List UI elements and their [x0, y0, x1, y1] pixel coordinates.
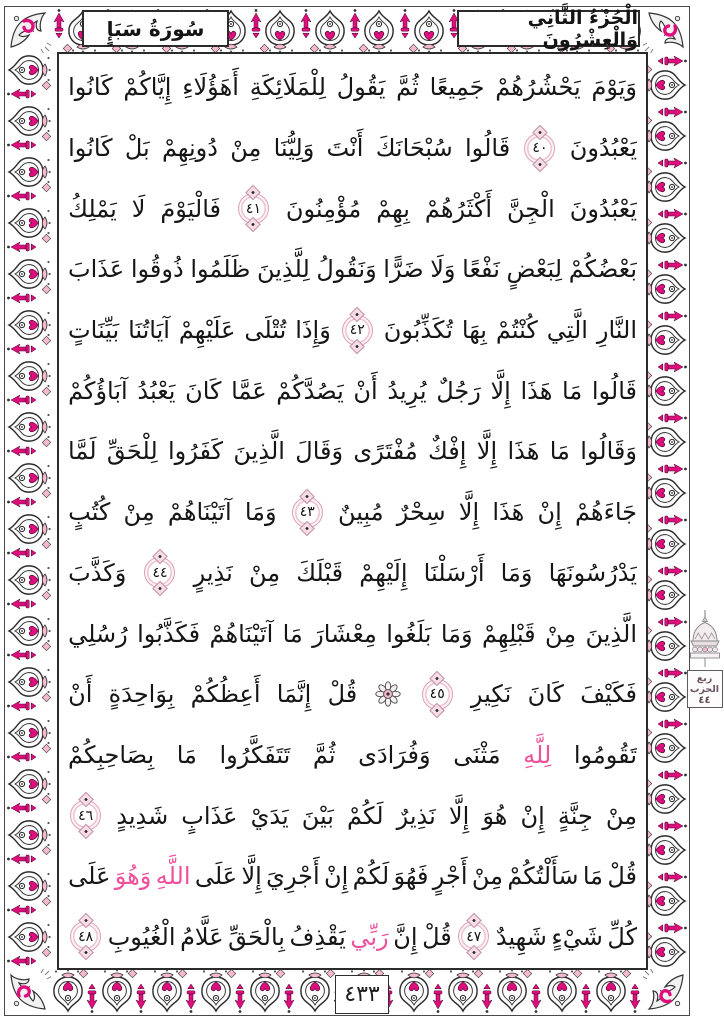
corner-flourish-icon: [643, 969, 689, 1015]
quran-word: يَصُدَّكُمْ: [276, 376, 344, 405]
quran-word: الَّذِينَ: [585, 619, 637, 648]
quran-word: عَذَابَ: [68, 255, 125, 284]
quran-word: ثُمَّ: [396, 73, 419, 102]
quran-word: إِنَّمَا: [276, 680, 312, 709]
quran-word: يَدْرُسُونَهَا: [548, 558, 637, 587]
quran-word: عَلَيْهِمْ: [178, 316, 236, 345]
quran-word: إِلَّا: [458, 498, 480, 527]
quran-line: [68, 360, 637, 421]
quran-word: عَذَابٍ: [181, 801, 238, 830]
border-motif: [5, 563, 51, 612]
ayah-number: ٤١: [245, 200, 261, 217]
border-motif: [347, 7, 396, 53]
quran-word: أَجْرِيَ: [266, 862, 320, 891]
quran-word: نَذِيرٍ: [193, 558, 233, 587]
quran-word: يَدَيْ: [250, 801, 289, 830]
border-motif: [643, 869, 689, 918]
ayah-end-rosette: [342, 315, 373, 346]
quran-word: عَلَّامُ: [180, 922, 224, 951]
quran-line: [68, 907, 637, 968]
border-motif: [643, 155, 689, 204]
quran-word: وَفُرَادَى: [358, 740, 431, 769]
quran-word: كُلِّ: [607, 922, 637, 951]
quran-word: أَكْثَرُهُمْ: [424, 194, 493, 223]
corner-ornament-top-left: [5, 7, 51, 53]
quran-word-highlighted: رَبِّي: [350, 922, 389, 951]
border-motif: [5, 665, 51, 714]
quran-word: وَقَالُوا: [580, 437, 637, 466]
quran-word: يَقُولُ: [336, 73, 386, 102]
quran-word: هُوَ: [482, 801, 508, 830]
quran-word: لَكُمْ: [346, 801, 384, 830]
border-motif: [100, 969, 149, 1015]
quran-word: جَمِيعًا: [429, 73, 485, 102]
quran-word: الْغُيُوبِ: [107, 922, 176, 951]
ayah-end-rosette: [458, 921, 489, 952]
surah-title-box: [82, 10, 229, 47]
quran-word: بِصَاحِبِكُمْ: [68, 740, 155, 769]
quran-word-highlighted: اللَّهِ: [155, 862, 191, 891]
quran-word: ظَلَمُوا: [190, 255, 251, 284]
border-motif: [643, 767, 689, 816]
quran-word: مِنْ: [230, 134, 262, 163]
quran-word: لِلَّذِينَ: [256, 255, 310, 284]
border-motif: [643, 104, 689, 153]
quran-word: مَا: [582, 862, 604, 891]
quran-line: [68, 543, 637, 604]
quran-word: شَهِيدٌ: [495, 922, 547, 951]
border-motif: [643, 206, 689, 255]
quran-word: أَنْ: [68, 680, 93, 709]
ayah-number: ٤٨: [78, 928, 94, 945]
quran-word: إِنَّ: [393, 922, 418, 951]
quran-word: وَقَالَ: [295, 437, 344, 466]
quran-line: [68, 482, 637, 543]
quran-word: إِلَّا: [476, 437, 498, 466]
quran-word: قَالُوا: [465, 134, 511, 163]
border-motif: [5, 869, 51, 918]
quran-word: آبَاؤُكُمْ: [68, 376, 128, 405]
ayah-number: ٤٥: [429, 686, 445, 703]
corner-ornament-bottom-left: [5, 969, 51, 1015]
quran-word: تُكَذِّبُونَ: [383, 316, 453, 345]
border-motif: [643, 818, 689, 867]
border-motif: [397, 969, 446, 1015]
quran-word: مِنْ: [471, 862, 503, 891]
quran-word: ذُوقُوا: [130, 255, 184, 284]
corner-flourish-icon: [643, 7, 689, 53]
border-motif: [5, 308, 51, 357]
quran-line: [68, 846, 637, 907]
border-motif: [5, 53, 51, 102]
quran-word: يَحْشُرُهُمْ: [495, 73, 581, 102]
quran-word: كُتُبٍ: [68, 498, 111, 527]
quran-word: رُسُلِي: [68, 619, 128, 648]
border-motif: [643, 359, 689, 408]
ayah-number: ٤٢: [349, 322, 365, 339]
quran-word: شَدِيدٍ: [116, 801, 169, 830]
quran-line: [68, 421, 637, 482]
border-motif: [643, 716, 689, 765]
quran-word: الَّتِي: [546, 316, 588, 345]
quran-word: وَمَا: [500, 558, 533, 587]
quran-word: وَلَا: [430, 255, 456, 284]
quran-word: قُلْ: [327, 680, 358, 709]
quran-word: إِنْ: [520, 801, 545, 830]
quran-word: عَمَّا: [231, 376, 267, 405]
quran-word: قَالُوا: [591, 376, 637, 405]
quran-word: كَانَ: [185, 376, 222, 405]
quran-word: كَانَ: [527, 680, 564, 709]
border-motif: [643, 563, 689, 612]
hizb-star-icon: [375, 681, 401, 707]
ayah-number: ٤٦: [78, 807, 94, 824]
quran-word: وَمَا: [440, 619, 473, 648]
border-motif: [5, 257, 51, 306]
quran-word: وَإِذَا: [295, 316, 331, 345]
quran-word: بَلْ: [124, 134, 150, 163]
quran-word: أَنْتَ: [326, 134, 364, 163]
quran-word: وَكَذَّبَ: [68, 558, 127, 587]
quran-line: [68, 664, 637, 725]
quran-word: الَّذِينَ: [233, 437, 285, 466]
border-motif: [643, 512, 689, 561]
border-motif: [495, 969, 544, 1015]
border-motif: [643, 920, 689, 969]
corner-flourish-icon: [5, 7, 51, 53]
text-frame: [57, 52, 648, 970]
ayah-end-rosette: [144, 557, 175, 588]
quran-word: وَيَوْمَ: [591, 73, 637, 102]
quran-word: بِالْحَقِّ: [228, 922, 285, 951]
quran-word: لَمَّا: [68, 437, 97, 466]
border-motif: [643, 257, 689, 306]
corner-flourish-icon: [5, 969, 51, 1015]
quran-word: يَقْذِفُ: [289, 922, 346, 951]
border-motif: [446, 969, 495, 1015]
quran-word: تَتَفَكَّرُوا: [219, 740, 291, 769]
quran-line: [68, 57, 637, 118]
quran-word: وَمَا: [244, 498, 277, 527]
border-motif: [248, 969, 297, 1015]
quran-line: [68, 725, 637, 786]
page-number-box: [335, 975, 389, 1014]
border-motif: [5, 104, 51, 153]
ayah-end-rosette: [70, 921, 101, 952]
quran-word: بَيِّنَاتٍ: [68, 316, 120, 345]
ayah-end-rosette: [524, 133, 555, 164]
border-motif: [5, 359, 51, 408]
border-motif: [5, 155, 51, 204]
border-right-strip: [643, 53, 689, 969]
surah-title-label: سُورَةُ سَبَإٍ: [106, 16, 205, 41]
quran-word: مَا: [282, 619, 303, 648]
quran-word: مَا: [176, 740, 197, 769]
border-motif: [150, 969, 199, 1015]
quran-word: نَفْعًا: [462, 255, 500, 284]
ayah-end-rosette: [422, 679, 453, 710]
quran-word: تُتْلَى: [244, 316, 287, 345]
border-motif: [298, 7, 347, 53]
quran-word: فَكَذَّبُوا: [137, 619, 201, 648]
quran-word-highlighted: لِلَّهِ: [523, 740, 552, 769]
quran-word: بَعْضُكُمْ: [568, 255, 637, 284]
quran-word: هَذَا: [492, 498, 525, 527]
border-motif: [5, 716, 51, 765]
border-motif: [643, 53, 689, 102]
quran-line: [68, 118, 637, 179]
quran-word: مِنْ: [545, 619, 577, 648]
corner-ornament-bottom-right: [643, 969, 689, 1015]
juz-title-box: [457, 6, 640, 51]
quran-word: قَبْلِهِمْ: [481, 619, 536, 648]
quran-word: شَيْءٍ: [551, 922, 603, 951]
border-motif: [643, 410, 689, 459]
ayah-number: ٤٤: [152, 564, 168, 581]
quran-word: يَعْبُدُونَ: [569, 194, 637, 223]
quran-word: النَّارِ: [596, 316, 637, 345]
border-motif: [51, 969, 100, 1015]
quran-word: لِلْمَلَائِكَةِ: [249, 73, 326, 102]
quran-word: كُنْتُمْ: [495, 316, 538, 345]
quran-word: إِلَيْهِمْ: [359, 558, 408, 587]
quran-word: يَعْبُدُ: [137, 376, 176, 405]
border-motif: [594, 969, 643, 1015]
quran-word: الْجِنَّ: [507, 194, 555, 223]
quran-word: قُلْ: [422, 922, 452, 951]
quran-word: أَجْرٍ: [432, 862, 468, 891]
quran-word: مَا: [562, 376, 583, 405]
border-motif: [643, 665, 689, 714]
quran-word: سَأَلْتُكُمْ: [507, 862, 579, 891]
quran-word: جِنَّةٍ: [557, 801, 593, 830]
border-motif: [199, 969, 248, 1015]
quran-word: هَذَا: [507, 437, 540, 466]
quran-word: قَبْلَكَ: [296, 558, 344, 587]
quran-word: آيَاتُنَا: [128, 316, 170, 345]
quran-word: وَنَقُولُ: [316, 255, 377, 284]
quran-word: قُلْ: [607, 862, 637, 891]
quran-word: مِنْ: [248, 558, 281, 587]
quran-word: بِهِمْ: [376, 194, 410, 223]
quran-word: إِنْ: [324, 862, 349, 891]
quran-word: كَفَرُوا: [167, 437, 224, 466]
rub-hizb-marker: [686, 610, 723, 708]
border-motif: [5, 410, 51, 459]
corner-ornament-top-right: [643, 7, 689, 53]
quran-word: فَالْيَوْمَ: [160, 194, 221, 223]
quran-word: ثُمَّ: [312, 740, 336, 769]
quran-word: آتَيْنَاهُمْ: [209, 619, 274, 648]
rub-hizb-label-2: الحزب: [689, 684, 720, 695]
quran-word: بِهَا: [461, 316, 487, 345]
minaret-dome-icon: [688, 610, 722, 672]
quran-word: دُونِهِمْ: [161, 134, 218, 163]
quran-word: مِنْ: [605, 801, 637, 830]
border-motif: [545, 969, 594, 1015]
quran-line: [68, 785, 637, 846]
page-number-label: ٤٣٣: [344, 982, 380, 1007]
quran-word: آتَيْنَاهُمْ: [167, 498, 232, 527]
border-motif: [5, 614, 51, 663]
quran-word: تَقُومُوا: [573, 740, 637, 769]
border-motif: [643, 308, 689, 357]
quran-line: [68, 239, 637, 300]
quran-word: مُبِينٌ: [337, 498, 384, 527]
quran-word: لَكُمْ: [352, 862, 390, 891]
quran-word: مَا: [549, 437, 570, 466]
ayah-number: ٤٠: [532, 140, 548, 157]
border-left-strip: [5, 53, 51, 969]
quran-word: جَاءَهُمْ: [574, 498, 637, 527]
quran-word: إِيَّاكُمْ: [123, 73, 172, 102]
quran-word: عَلَى: [194, 862, 238, 891]
quran-word: هَذَا: [520, 376, 553, 405]
border-motif: [5, 767, 51, 816]
border-motif: [248, 7, 297, 53]
ayah-end-rosette: [238, 193, 269, 224]
quran-word: عَلَى: [68, 862, 111, 891]
quran-word: أَعِظُكُمْ: [190, 680, 261, 709]
ayah-end-rosette: [292, 497, 323, 528]
quran-word: أَنْ: [353, 376, 378, 405]
juz-title-label: الْجُزْءُ الثَّانِي وَالْعِشْرُونَ: [527, 6, 638, 51]
quran-word: لِبَعْضٍ: [506, 255, 563, 284]
quran-text: [68, 57, 637, 965]
quran-word: يَعْبُدُونَ: [569, 134, 637, 163]
border-motif: [643, 614, 689, 663]
quran-word: نَكِيرِ: [470, 680, 512, 709]
quran-word: يَمْلِكُ: [68, 194, 117, 223]
border-motif: [397, 7, 446, 53]
quran-word-highlighted: وَهُوَ: [114, 862, 152, 891]
quran-word: نَذِيرٌ: [396, 801, 436, 830]
quran-word: كَانُوا: [68, 134, 113, 163]
quran-word: سُبْحَانَكَ: [375, 134, 453, 163]
quran-word: مَثْنَى: [453, 740, 501, 769]
quran-word: رَجُلٌ: [436, 376, 481, 405]
quran-word: يُرِيدُ: [387, 376, 427, 405]
ayah-number: ٤٧: [466, 928, 482, 945]
quran-word: مُفْتَرًى: [353, 437, 418, 466]
quran-word: أَهَؤُلَاءِ: [182, 73, 239, 102]
quran-word: إِلَّا: [490, 376, 511, 405]
quran-word: أَرْسَلْنَا: [423, 558, 485, 587]
border-motif: [5, 818, 51, 867]
quran-word: مِعْشَارَ: [312, 619, 377, 648]
border-motif: [5, 512, 51, 561]
quran-word: لِلْحَقِّ: [106, 437, 158, 466]
ayah-number: ٤٣: [299, 504, 315, 521]
border-motif: [5, 206, 51, 255]
quran-word: بَلَغُوا: [386, 619, 432, 648]
rub-hizb-box: [687, 670, 723, 708]
quran-word: وَلِيُّنَا: [273, 134, 315, 163]
quran-word: مُؤْمِنُونَ: [285, 194, 362, 223]
quran-word: بِوَاحِدَةٍ: [108, 680, 175, 709]
quran-word: بَيْنَ: [301, 801, 334, 830]
quran-word: إِلَّا: [448, 801, 470, 830]
ayah-end-rosette: [70, 800, 101, 831]
quran-word: إِلَّا: [241, 862, 262, 891]
quran-word: ضَرًّا: [383, 255, 424, 284]
quran-line: [68, 300, 637, 361]
quran-line: [68, 603, 637, 664]
border-motif: [5, 920, 51, 969]
border-motif: [5, 461, 51, 510]
quran-word: فَهُوَ: [393, 862, 429, 891]
rub-hizb-label-1: ربع: [696, 673, 713, 684]
rub-hizb-number: ٤٤: [698, 695, 711, 706]
border-motif: [643, 461, 689, 510]
quran-word: لَا: [131, 194, 146, 223]
quran-word: فَكَيْفَ: [580, 680, 637, 709]
quran-word: إِفْكٌ: [428, 437, 467, 466]
quran-word: سِحْرٌ: [396, 498, 446, 527]
quran-line: [68, 178, 637, 239]
quran-word: كَانُوا: [68, 73, 113, 102]
quran-word: إِنْ: [537, 498, 562, 527]
quran-word: مِنْ: [123, 498, 155, 527]
